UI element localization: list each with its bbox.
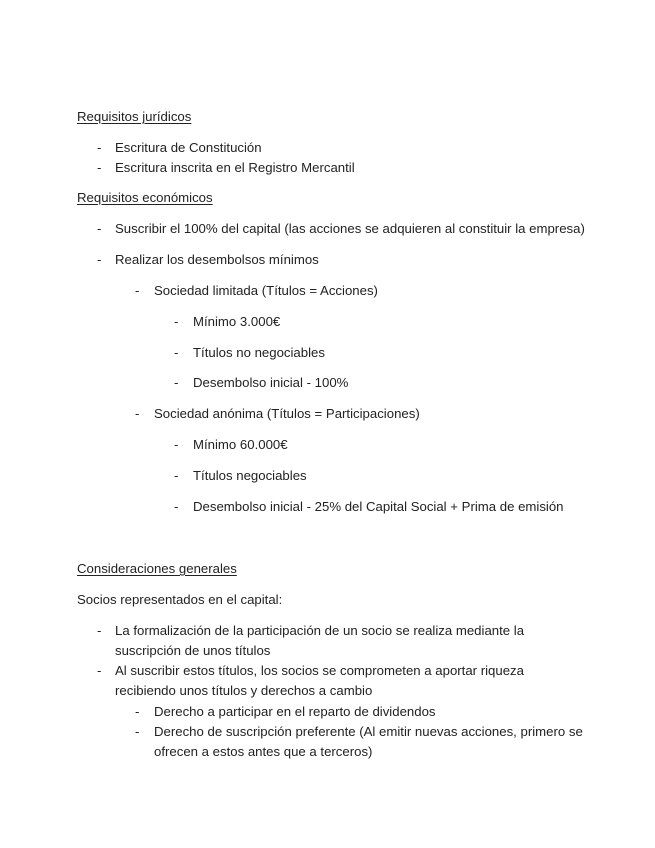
bullet-dash: - (174, 375, 179, 390)
bullet-dash: - (174, 468, 179, 483)
bullet-dash: - (135, 406, 140, 421)
list-item-right-dividends: Derecho a participar en el reparto de dividendos (154, 704, 436, 719)
list-item-general-2-line-2: recibiendo unos títulos y derechos a cambio (115, 683, 373, 698)
list-item-sa-minimum: Mínimo 60.000€ (193, 437, 288, 452)
bullet-dash: - (97, 160, 102, 175)
bullet-dash: - (97, 221, 102, 236)
heading-general-considerations: Consideraciones generales (77, 561, 237, 576)
list-item-legal-1: Escritura de Constitución (115, 140, 262, 155)
list-item-right-preferential-line-2: ofrecen a estos antes que a terceros) (154, 744, 373, 759)
bullet-dash: - (97, 252, 102, 267)
bullet-dash: - (97, 140, 102, 155)
list-item-sl-disbursement: Desembolso inicial - 100% (193, 375, 349, 390)
list-item-general-1-line-2: suscripción de unos títulos (115, 643, 271, 658)
list-item-sociedad-limitada: Sociedad limitada (Títulos = Acciones) (154, 283, 378, 298)
list-item-economic-2: Realizar los desembolsos mínimos (115, 252, 319, 267)
bullet-dash: - (97, 663, 102, 678)
list-item-sa-titles: Títulos negociables (193, 468, 307, 483)
bullet-dash: - (174, 499, 179, 514)
bullet-dash: - (174, 314, 179, 329)
heading-legal-requirements: Requisitos jurídicos (77, 109, 192, 124)
bullet-dash: - (174, 437, 179, 452)
heading-economic-requirements: Requisitos económicos (77, 190, 213, 205)
list-item-sl-minimum: Mínimo 3.000€ (193, 314, 281, 329)
list-item-sl-titles: Títulos no negociables (193, 345, 325, 360)
list-item-general-1-line-1: La formalización de la participación de un socio se realiza mediante la (115, 623, 525, 638)
list-item-general-2-line-1: Al suscribir estos títulos, los socios se comprometen a aportar riqueza (115, 663, 524, 678)
list-item-legal-2: Escritura inscrita en el Registro Mercantil (115, 160, 355, 175)
bullet-dash: - (135, 704, 140, 719)
bullet-dash: - (174, 345, 179, 360)
list-item-sa-disbursement: Desembolso inicial - 25% del Capital Social + Prima de emisión (193, 499, 564, 514)
bullet-dash: - (135, 283, 140, 298)
paragraph-partners-intro: Socios representados en el capital: (77, 592, 283, 607)
list-item-sociedad-anonima: Sociedad anónima (Títulos = Participaciones) (154, 406, 420, 421)
list-item-right-preferential-line-1: Derecho de suscripción preferente (Al emitir nuevas acciones, primero se (154, 724, 583, 739)
bullet-dash: - (135, 724, 140, 739)
bullet-dash: - (97, 623, 102, 638)
list-item-economic-1: Suscribir el 100% del capital (las acciones se adquieren al constituir la empresa) (115, 221, 585, 236)
